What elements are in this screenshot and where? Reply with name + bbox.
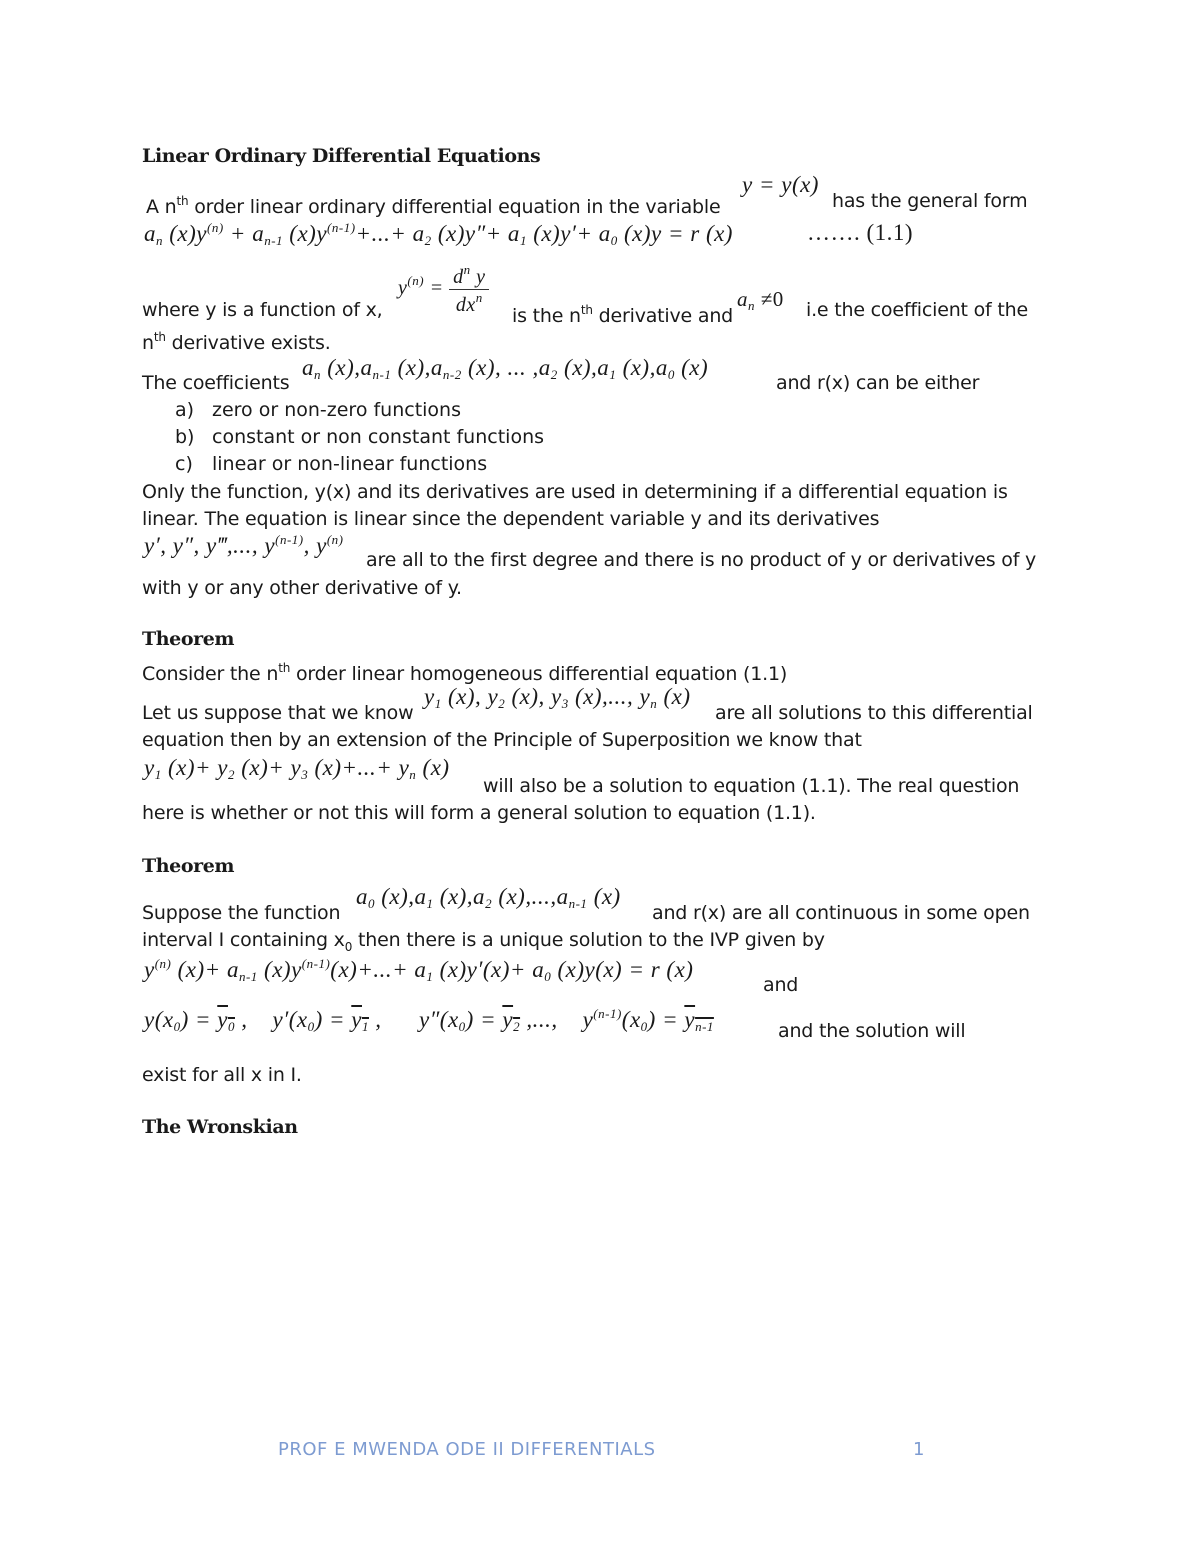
list-item — [175, 424, 545, 451]
paragraph-line: are all to the first degree and there is no product of y or derivatives of y — [366, 549, 1037, 571]
page-number: 1 — [913, 1439, 925, 1460]
paragraph-line: Only the function, y(x) and its derivatives are used in determining if a differential equation is — [142, 481, 1008, 503]
where-line2-th: th — [153, 330, 166, 344]
theorem1-line2-pre: Let us suppose that we know — [142, 702, 414, 724]
coefficients-list: $a_n$ $(x),a_{n-1}$ $(x),a_{n-2}$ (x), ... $,a_2$ $(x),a_1$ $(x),a_0$ (x) — [302, 355, 709, 382]
coefficients-pre: The coefficients — [142, 372, 290, 394]
intro-post: has the general form — [832, 190, 1028, 212]
ivp-equation: $y^{(n)}$ $(x)+ a_{n-1}$ $(x)y^{(n-1)}(x)+...+ a_1$ $(x)y'(x)+ a_0$ (x)y(x) = r (x) — [144, 956, 694, 984]
list-marker: c) — [175, 453, 193, 475]
where-line2-n: n — [142, 332, 154, 354]
equation-1-1: $a_n$ $(x)y^{(n)} + a_{n-1}$ $(x)y^{(n-1)}+...+ a_2$ $(x)y''+ a_1$ $(x)y'+ a_0$ (x)y = r (x) — [144, 220, 733, 248]
where-pre: where y is a function of x, — [142, 299, 383, 321]
where-mid — [512, 297, 733, 330]
theorem1-line2-post: are all solutions to this differential — [715, 702, 1033, 724]
coefficient-condition: $a_n \ne 0$ — [737, 287, 784, 313]
intro-line — [146, 188, 720, 221]
intro-pre: A — [146, 196, 165, 218]
initial-conditions: $y(x_0) = y_0$ , $y'(x_0) = y_1$ , $y''(x_0) = y_2$ ,..., $y^{(n-1)}(x_0) = y_{n-1}$ — [144, 1006, 714, 1034]
theorem1-line4-post: will also be a solution to equation (1.1). The real question — [483, 775, 1020, 797]
derivatives-list: y′, y″, y‴,..., $y^{(n-1)}$, $y^{(n)}$ — [144, 532, 344, 558]
theorem2-ic-post: and the solution will — [778, 1020, 966, 1042]
theorem2-and: and — [763, 974, 799, 996]
intro-th: th — [176, 194, 189, 208]
superposition-sum: $y_1$ $(x)+ y_2$ $(x)+ y_3$ $(x)+...+ y_n$ (x) — [144, 755, 450, 782]
intro-mid: order linear ordinary differential equation in the variable — [188, 196, 721, 218]
theorem2-line2-sub: 0 — [344, 939, 353, 954]
where-th: th — [580, 303, 593, 317]
theorem-heading: Theorem — [142, 855, 235, 877]
theorem2-line1-post: and r(x) are all continuous in some open — [652, 902, 1030, 924]
where-line2 — [142, 324, 331, 357]
theorem2-line2-post: then there is a unique solution to the IVP given by — [352, 929, 825, 951]
list-marker: b) — [175, 426, 195, 448]
document-title: Linear Ordinary Differential Equations — [142, 145, 541, 167]
footer-text: PROF E MWENDA ODE II DIFFERENTIALS — [278, 1439, 656, 1460]
where-tail: i.e the coefficient of the — [806, 299, 1028, 321]
list-text: constant or non constant functions — [212, 426, 545, 448]
list-item — [175, 397, 461, 424]
theorem1-line1-pre: Consider the n — [142, 663, 279, 685]
theorem1-line3: equation then by an extension of the Principle of Superposition we know that — [142, 729, 862, 751]
intro-n: n — [164, 196, 177, 218]
paragraph-line: linear. The equation is linear since the dependent variable y and its derivatives — [142, 508, 880, 530]
list-marker: a) — [175, 399, 195, 421]
continuous-coefficients: $a_0$ $(x),a_1$ $(x),a_2$ $(x),...,a_{n-1}$ (x) — [356, 884, 621, 911]
where-mid-text: is the n — [512, 305, 581, 327]
theorem1-line1-th: th — [278, 661, 291, 675]
list-item — [175, 451, 488, 478]
list-text: zero or non-zero functions — [212, 399, 461, 421]
theorem2-line1-pre: Suppose the function — [142, 902, 341, 924]
paragraph-line: with y or any other derivative of y. — [142, 577, 462, 599]
condition-text: ≠0 — [760, 287, 784, 311]
derivative-definition: $y^{(n)}$ = $\frac{d^n y}{dx^n}$ — [398, 262, 489, 317]
equation-label: ……. (1.1) — [807, 220, 914, 245]
theorem1-line1-post: order linear homogeneous differential equation (1.1) — [290, 663, 788, 685]
section-heading: The Wronskian — [142, 1116, 298, 1138]
theorem2-line2-text: interval I containing x — [142, 929, 345, 951]
solutions-list: $y_1$ (x), $y_2$ (x), $y_3$ (x),..., $y_n$ (x) — [424, 684, 691, 711]
where-line2-text: derivative exists. — [165, 332, 331, 354]
theorem-heading: Theorem — [142, 628, 235, 650]
theorem2-last: exist for all x in I. — [142, 1064, 302, 1086]
where-post: derivative and — [592, 305, 734, 327]
variable-equation: y = y(x) — [742, 172, 819, 197]
coefficients-post: and r(x) can be either — [776, 372, 980, 394]
list-text: linear or non-linear functions — [212, 453, 488, 475]
theorem1-line5: here is whether or not this will form a general solution to equation (1.1). — [142, 802, 816, 824]
